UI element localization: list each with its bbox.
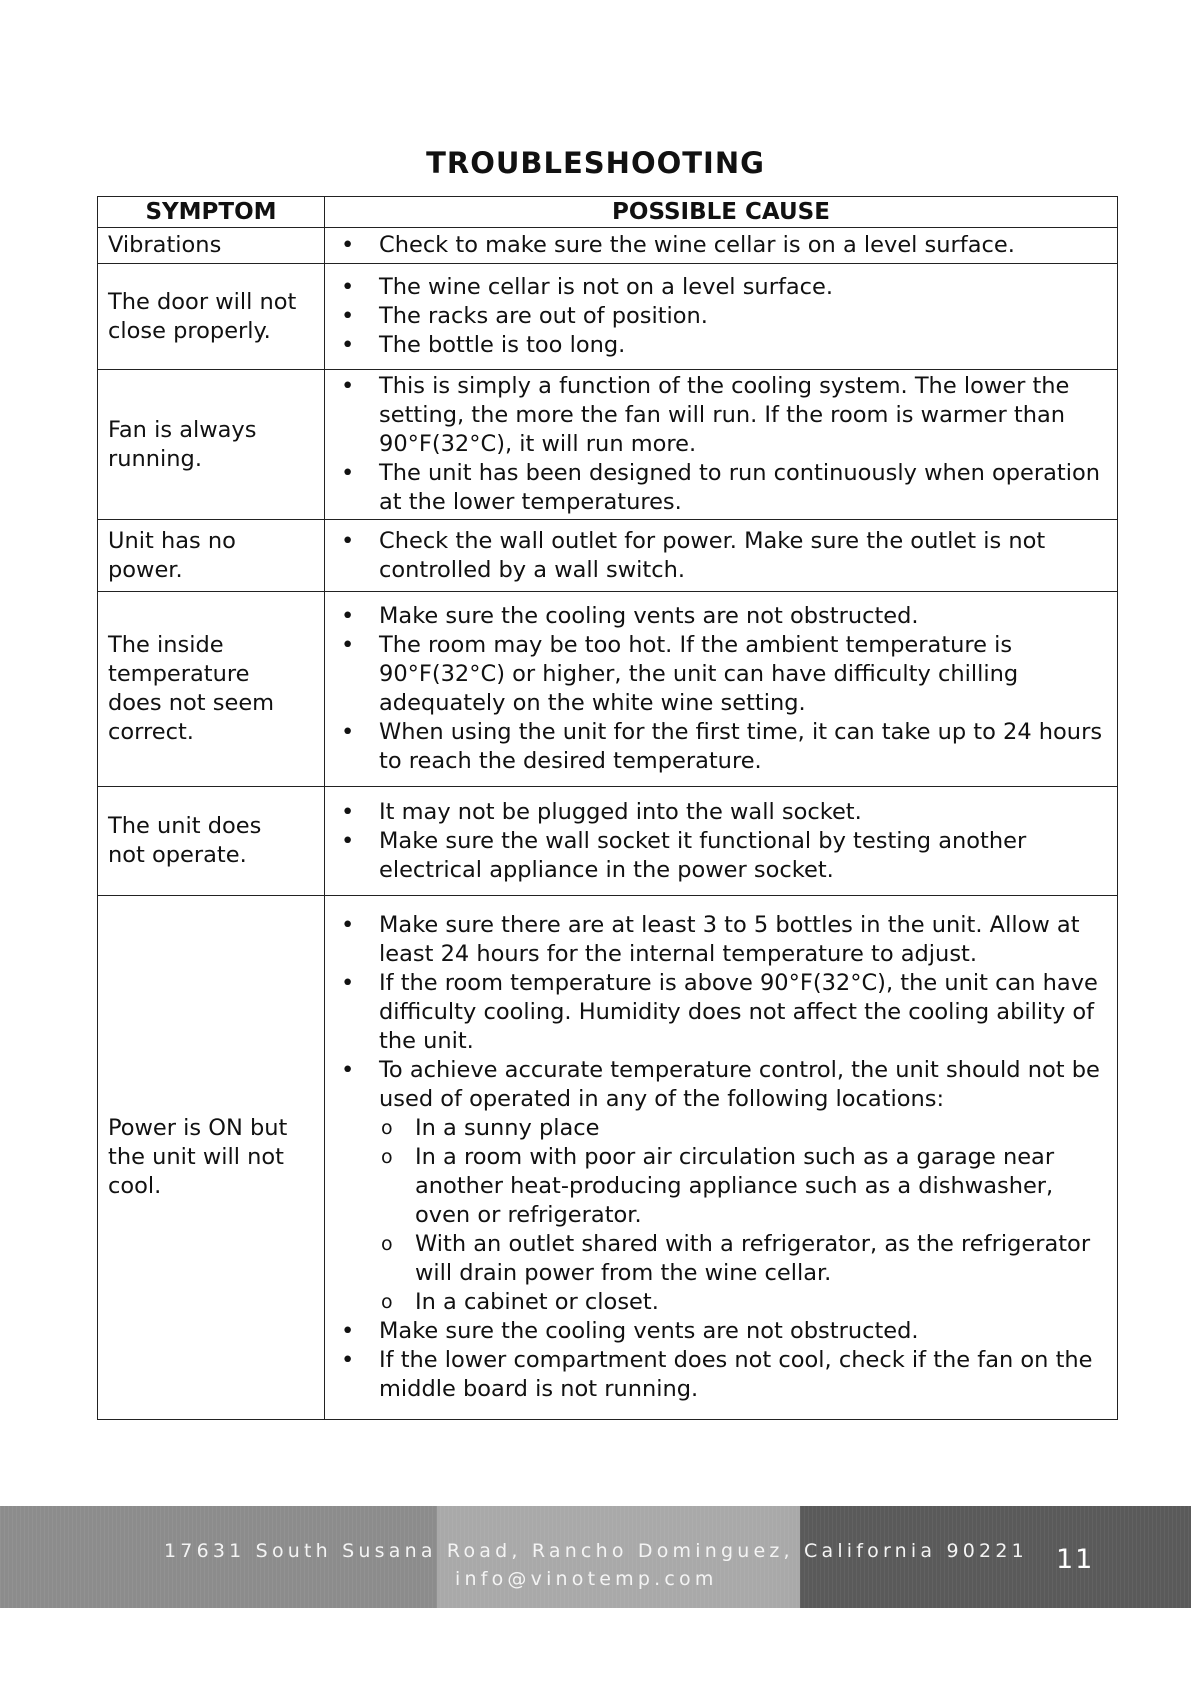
symptom-cell [98,592,325,787]
table-body [98,228,1118,1420]
symptom-header: SYMPTOM [98,197,325,228]
cause-cell [325,370,1118,520]
cause-text: To achieve accurate temperature control, the unit should not be used of operated in any of the following locations: [379,1057,1100,1112]
symptom-line: not operate. [108,842,247,868]
cause-item [341,459,1107,517]
symptom-cell [98,264,325,370]
page-title: TROUBLESHOOTING [426,146,765,180]
symptom-line: power. [108,556,183,583]
possible-cause-header: POSSIBLE CAUSE [325,197,1118,228]
footer-banner [0,1506,1191,1608]
symptom-line: The unit does [108,813,262,839]
cause-text: It may not be plugged into the wall socket. [379,798,862,825]
symptom-line: The door will not [108,288,297,315]
cause-item [341,969,1107,1056]
troubleshooting-table [97,196,1118,1420]
symptom-line: The inside [108,632,224,658]
cause-cell [325,228,1118,264]
symptom-line: running. [108,445,202,472]
cause-text: If the room temperature is above 90°F(32°C), the unit can have difficulty cooling. Humidity does not affect the cooling ability of the unit. [379,970,1098,1054]
symptom-cell [98,228,325,264]
symptom-line: Power is ON but [108,1115,288,1141]
symptom-line: Vibrations [108,232,222,258]
cause-list [341,372,1107,517]
cause-item [341,273,1107,302]
cause-item [341,798,1107,827]
cause-cell [325,264,1118,370]
cause-cell [325,896,1118,1420]
cause-item [341,1056,1107,1317]
location-subitem: o In a room with poor air circulation such as a garage near another heat-producing appliance such as a dishwasher, oven or refrigerator. [379,1143,1107,1230]
table-row [98,896,1118,1420]
table-row [98,264,1118,370]
symptom-line: close properly. [108,317,271,344]
table-row [98,520,1118,592]
cause-item [341,372,1107,459]
cause-item [341,302,1107,331]
cause-text: Make sure the cooling vents are not obstructed. [379,603,919,629]
symptom-line: cool. [108,1173,162,1199]
cause-item [341,911,1107,969]
symptom-line: Unit has no [108,527,236,554]
location-sublist [379,1114,1107,1317]
symptom-line: the unit will not [108,1144,284,1170]
cause-list [341,273,1107,360]
page-number: 11 [1056,1544,1095,1575]
location-subitem: o In a sunny place [379,1114,1107,1143]
cause-text: Check to make sure the wine cellar is on a level surface. [379,232,1015,258]
symptom-cell [98,896,325,1420]
cause-text: The racks are out of position. [379,303,708,329]
cause-text: This is simply a function of the cooling system. The lower the setting, the more the fan will run. If the room is warmer than 90°F(32°C), it will run more. [379,373,1070,457]
table-row [98,228,1118,264]
cause-text: The bottle is too long. [379,332,626,358]
cause-item [341,1346,1107,1404]
location-subitem: o In a cabinet or closet. [379,1288,1107,1317]
symptom-line: correct. [108,719,194,745]
cause-list [341,798,1107,885]
cause-text: If the lower compartment does not cool, check if the fan on the middle board is not running. [379,1347,1093,1402]
symptom-cell [98,787,325,896]
cause-text: Make sure there are at least 3 to 5 bottles in the unit. Allow at least 24 hours for the internal temperature to adjust. [379,912,1080,967]
cause-item [341,331,1107,360]
cause-item [341,718,1107,776]
cause-list [341,602,1107,776]
cause-text: When using the unit for the first time, it can take up to 24 hours to reach the desired temperature. [379,719,1103,774]
cause-list [341,527,1107,585]
cause-text: The unit has been designed to run continuously when operation at the lower temperatures. [379,460,1101,515]
cause-item [341,602,1107,631]
cause-text: Check the wall outlet for power. Make sure the outlet is not controlled by a wall switch. [379,527,1046,583]
cause-item [341,1317,1107,1346]
table-header-row [98,197,1118,228]
symptom-cell [98,520,325,592]
table-row [98,592,1118,787]
symptom-line: temperature [108,661,250,687]
cause-text: The wine cellar is not on a level surface. [379,274,834,300]
cause-list [341,231,1107,260]
cause-list [341,911,1107,1404]
cause-item [341,527,1107,585]
symptom-cell [98,370,325,520]
cause-cell [325,592,1118,787]
cause-cell [325,787,1118,896]
cause-cell [325,520,1118,592]
table-row [98,370,1118,520]
cause-item [341,231,1107,260]
table-row [98,787,1118,896]
cause-text: Make sure the cooling vents are not obstructed. [379,1318,919,1344]
footer-address: 17631 South Susana Road, Rancho Dominguez, California 90221 [164,1540,1028,1562]
footer-email: info@vinotemp.com [455,1568,718,1590]
symptom-line: does not seem [108,690,275,716]
cause-item [341,827,1107,885]
cause-item [341,631,1107,718]
symptom-line: Fan is always [108,416,257,443]
cause-text: Make sure the wall socket it functional by testing another electrical appliance in the power socket. [379,827,1027,883]
cause-text: The room may be too hot. If the ambient temperature is 90°F(32°C) or higher, the unit can have difficulty chilling adequately on the white wine setting. [379,632,1019,716]
location-subitem: o With an outlet shared with a refrigerator, as the refrigerator will drain power from the wine cellar. [379,1230,1107,1288]
